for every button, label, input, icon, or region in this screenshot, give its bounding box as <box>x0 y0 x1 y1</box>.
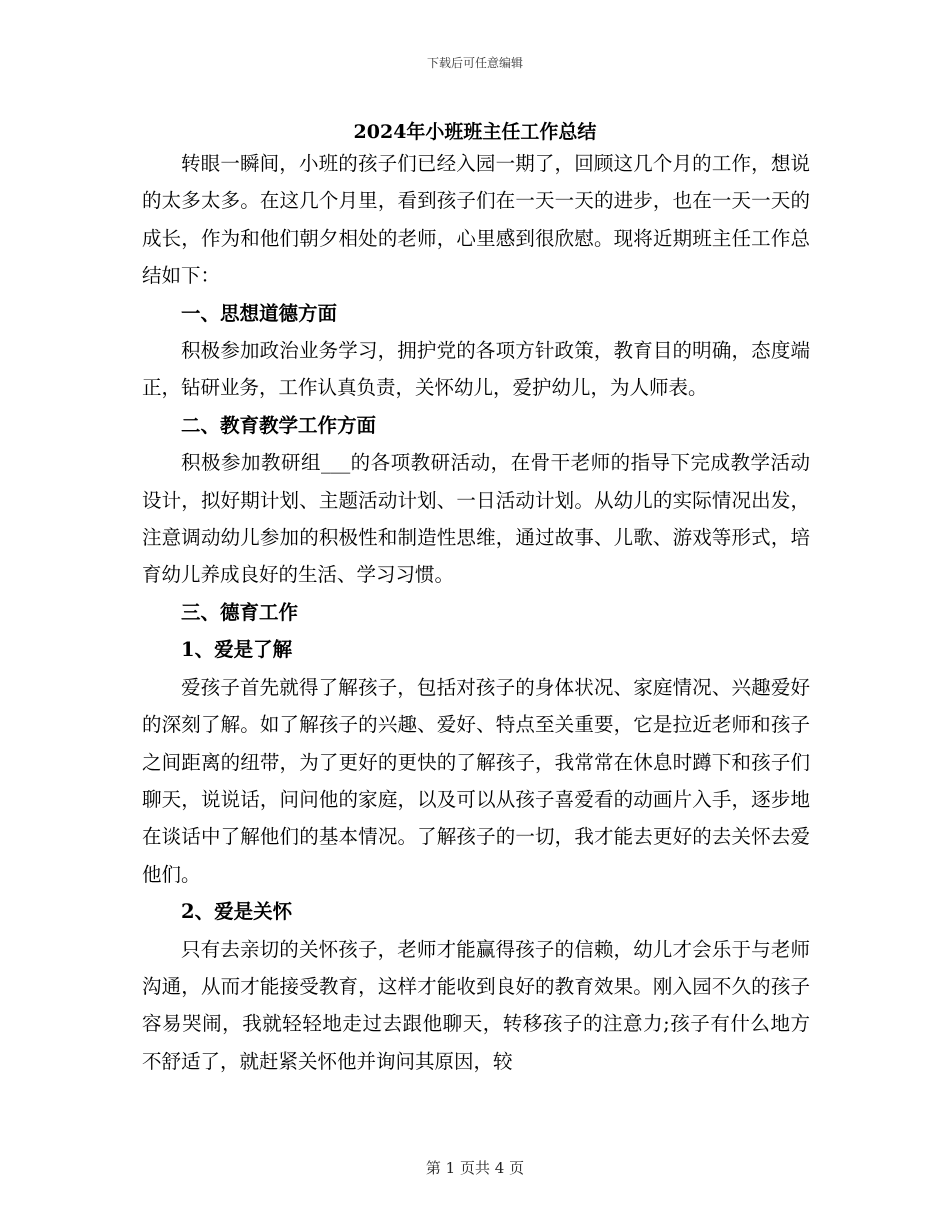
section-heading-ideology: 一、思想道德方面 <box>181 301 338 325</box>
teaching-paragraph: 积极参加教研组___的各项教研活动，在骨干老师的指导下完成教学活动设计，拟好期计划、主题活动计划、一日活动计划。从幼儿的实际情况出发，注意调动幼儿参加的积极性和制造性思维，通过故事、儿歌、游戏等形式，培育幼儿养成良好的生活、学习习惯。 <box>142 451 810 587</box>
document-title: 2024年小班班主任工作总结 <box>353 121 597 143</box>
care-paragraph: 只有去亲切的关怀孩子，老师才能赢得孩子的信赖，幼儿才会乐于与老师沟通，从而才能接受教育，这样才能收到良好的教育效果。刚入园不久的孩子容易哭闹，我就轻轻地走过去跟他聊天，转移孩子的注意力;孩子有什么地方不舒适了，就赶紧关怀他并询问其原因，较 <box>142 937 810 1073</box>
header-note: 下载后可任意编辑 <box>426 56 523 70</box>
subheading-understanding: 1、爱是了解 <box>181 638 293 662</box>
ideology-paragraph: 积极参加政治业务学习，拥护党的各项方针政策，教育目的明确，态度端正，钻研业务，工作认真负责，关怀幼儿，爱护幼儿，为人师表。 <box>142 339 810 400</box>
page-footer: 第 1 页共 4 页 <box>425 1159 525 1177</box>
document-body <box>142 145 810 1080</box>
understanding-paragraph: 爱孩子首先就得了解孩子，包括对孩子的身体状况、家庭情况、兴趣爱好的深刻了解。如了解孩子的兴趣、爱好、特点至关重要，它是拉近老师和孩子之间距离的纽带，为了更好的更快的了解孩子，我常常在休息时蹲下和孩子们聊天，说说话，问问他的家庭，以及可以从孩子喜爱看的动画片入手，逐步地在谈话中了解他们的基本情况。了解孩子的一切，我才能去更好的去关怀去爱他们。 <box>142 675 810 886</box>
section-heading-moral: 三、德育工作 <box>181 600 299 624</box>
intro-paragraph: 转眼一瞬间，小班的孩子们已经入园一期了，回顾这几个月的工作，想说的太多太多。在这几个月里，看到孩子们在一天一天的进步，也在一天一天的成长，作为和他们朝夕相处的老师，心里感到很欣慰。现将近期班主任工作总结如下： <box>142 152 810 288</box>
section-heading-teaching: 二、教育教学工作方面 <box>181 413 377 437</box>
subheading-care: 2、爱是关怀 <box>181 900 293 924</box>
